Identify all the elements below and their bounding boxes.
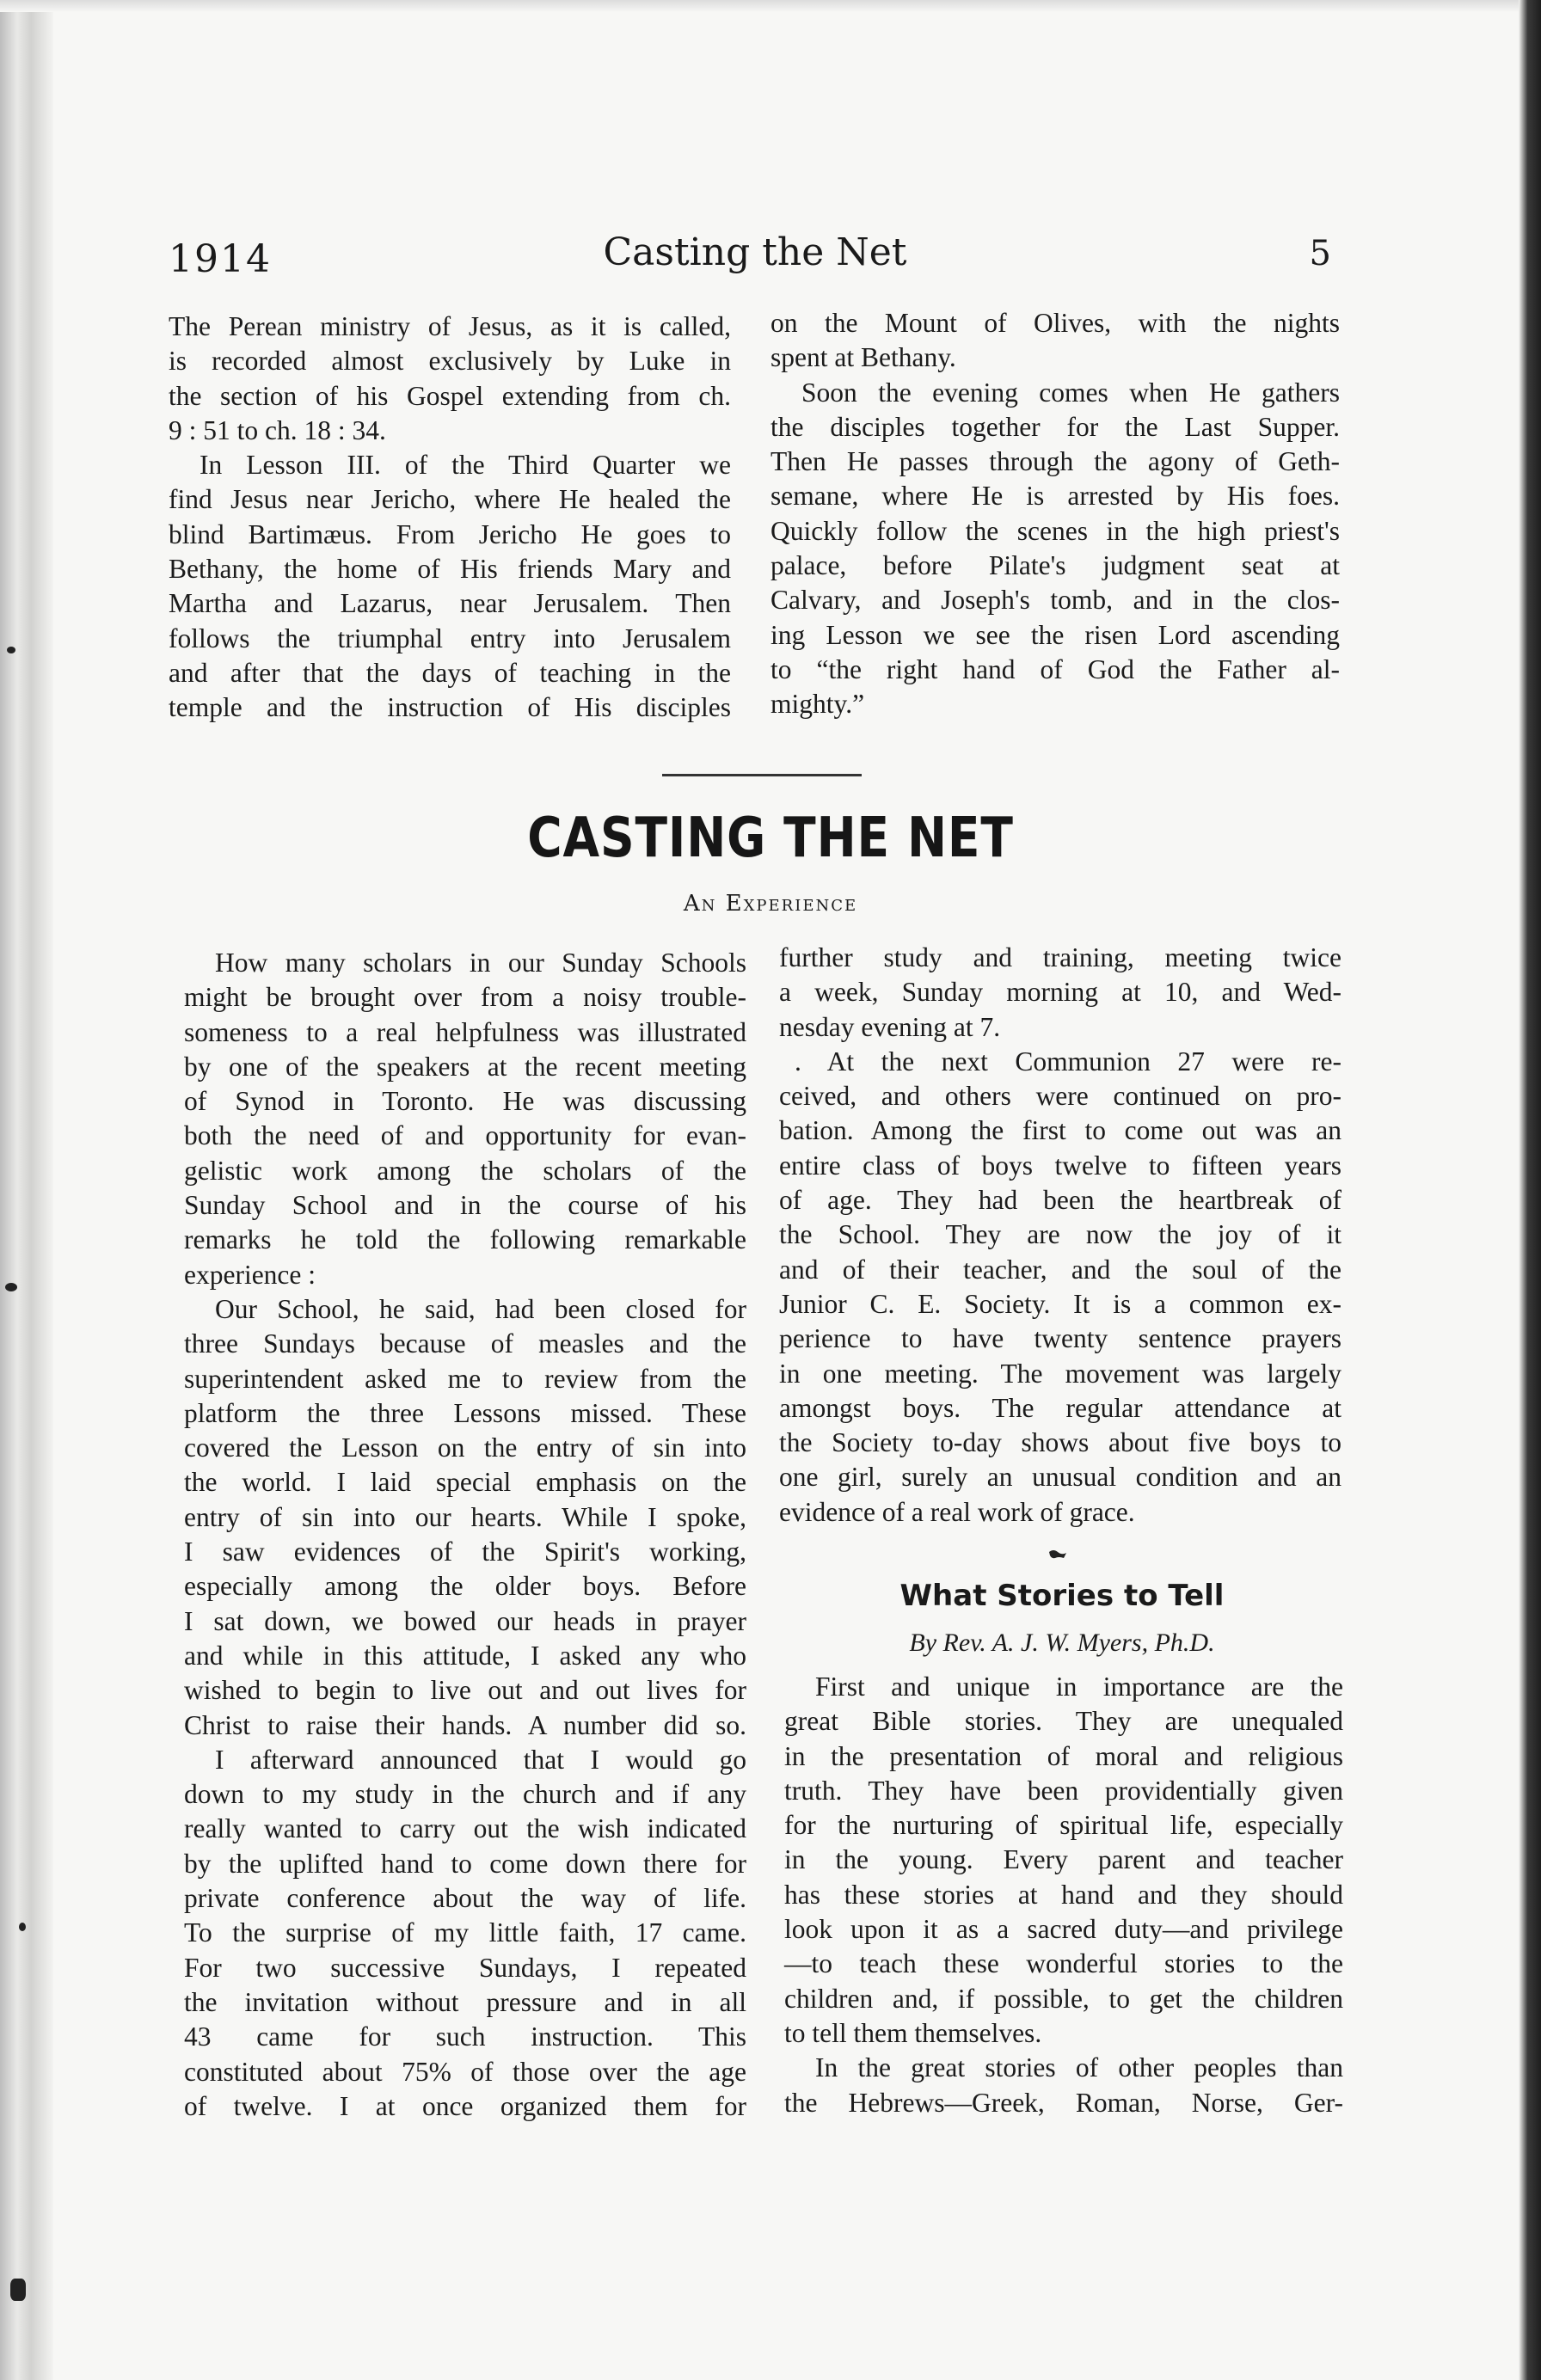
text-line: for the nurturing of spiritual life, especially: [784, 1810, 1343, 1841]
text-line: the Hebrews—Greek, Roman, Norse, Ger-: [784, 2087, 1343, 2118]
article-right-column: [779, 941, 1341, 1530]
binding-shadow: [0, 0, 53, 2380]
text-line: evidence of a real work of grace.: [779, 1496, 1135, 1527]
text-line: In Lesson III. of the Third Quarter we: [200, 450, 731, 481]
text-line: entire class of boys twelve to fifteen years: [779, 1150, 1341, 1181]
header-title: Casting the Net: [603, 230, 907, 274]
text-line: look upon it as a sacred duty—and privilege: [784, 1914, 1343, 1945]
text-line: experience :: [184, 1259, 316, 1290]
text-line: by one of the speakers at the recent meeting: [184, 1051, 746, 1082]
text-line: spent at Bethany.: [770, 342, 956, 373]
text-line: Then He passes through the agony of Geth-: [770, 446, 1340, 477]
text-line: amongst boys. The regular attendance at: [779, 1392, 1341, 1423]
top-right-column: [770, 306, 1340, 722]
text-line: ceived, and others were continued on pro-: [779, 1081, 1341, 1112]
text-line: the School. They are now the joy of it: [779, 1219, 1341, 1250]
text-line: great Bible stories. They are unequaled: [784, 1706, 1343, 1737]
text-line: of age. They had been the heartbreak of: [779, 1185, 1341, 1216]
running-header: [169, 230, 1341, 291]
text-line: In the great stories of other peoples than: [815, 2052, 1343, 2083]
text-line: really wanted to carry out the wish indicated: [184, 1813, 746, 1844]
text-line: temple and the instruction of His disciples: [169, 692, 731, 723]
text-line: and while in this attitude, I asked any who: [184, 1640, 746, 1671]
text-line: both the need of and opportunity for evan-: [184, 1120, 746, 1151]
top-left-column: [169, 310, 731, 726]
text-line: perience to have twenty sentence prayers: [779, 1323, 1341, 1354]
text-line: 43 came for such instruction. This: [184, 2021, 746, 2052]
text-line: might be brought over from a noisy trouble-: [184, 982, 746, 1013]
text-line: three Sundays because of measles and the: [184, 1328, 746, 1359]
scan-speck: [5, 1283, 17, 1291]
text-line: the Society to-day shows about five boys to: [779, 1427, 1341, 1458]
text-line: I afterward announced that I would go: [215, 1744, 746, 1775]
text-line: private conference about the way of life.: [184, 1883, 746, 1914]
text-line: The Perean ministry of Jesus, as it is called,: [169, 311, 731, 341]
scan-speck: [7, 647, 15, 653]
text-line: Our School, he said, had been closed for: [215, 1293, 746, 1324]
text-line: and of their teacher, and the soul of the: [779, 1254, 1341, 1285]
text-line: Martha and Lazarus, near Jerusalem. Then: [169, 588, 731, 619]
text-line: How many scholars in our Sunday Schools: [215, 948, 746, 978]
section-divider: [662, 774, 862, 776]
top-page-edge: [0, 0, 1541, 12]
text-line: wished to begin to live out and out lives for: [184, 1675, 746, 1706]
text-line: —to teach these wonderful stories to the: [784, 1948, 1343, 1979]
text-line: constituted about 75% of those over the age: [184, 2056, 746, 2087]
text-line: nesday evening at 7.: [779, 1011, 1001, 1042]
text-line: Bethany, the home of His friends Mary and: [169, 554, 731, 585]
text-line: a week, Sunday morning at 10, and Wed-: [779, 977, 1341, 1008]
header-year: 1914: [169, 237, 272, 281]
text-line: in one meeting. The movement was largely: [779, 1358, 1341, 1389]
text-line: Quickly follow the scenes in the high priest's: [770, 515, 1340, 546]
text-line: the section of his Gospel extending from ch.: [169, 380, 731, 411]
text-line: to tell them themselves.: [784, 2017, 1042, 2048]
text-line: remarks he told the following remarkable: [184, 1224, 746, 1255]
text-line: especially among the older boys. Before: [184, 1571, 746, 1602]
text-line: Christ to raise their hands. A number did so.: [184, 1709, 746, 1740]
text-line: by the uplifted hand to come down there for: [184, 1848, 746, 1879]
text-line: For two successive Sundays, I repeated: [184, 1952, 746, 1983]
article-left-column: [184, 946, 746, 2124]
text-line: down to my study in the church and if any: [184, 1779, 746, 1810]
text-line: of Synod in Toronto. He was discussing: [184, 1086, 746, 1117]
text-line: I saw evidences of the Spirit's working,: [184, 1537, 746, 1567]
text-line: Calvary, and Joseph's tomb, and in the clos-: [770, 585, 1340, 616]
text-line: mighty.”: [770, 689, 865, 720]
text-line: gelistic work among the scholars of the: [184, 1155, 746, 1186]
text-line: entry of sin into our hearts. While I spoke,: [184, 1501, 746, 1532]
text-line: Junior C. E. Society. It is a common ex-: [779, 1288, 1341, 1319]
text-line: follows the triumphal entry into Jerusalem: [169, 623, 731, 653]
text-line: truth. They have been providentially given: [784, 1775, 1343, 1806]
scan-speck: [19, 1923, 26, 1931]
text-line: find Jesus near Jericho, where He healed the: [169, 484, 731, 515]
text-line: I sat down, we bowed our heads in prayer: [184, 1605, 746, 1636]
text-line: the world. I laid special emphasis on the: [184, 1467, 746, 1498]
text-line: superintendent asked me to review from the: [184, 1363, 746, 1394]
fleuron-icon: [1048, 1548, 1067, 1560]
text-line: of twelve. I at once organized them for: [184, 2090, 746, 2121]
text-line: to “the right hand of God the Father al-: [770, 653, 1340, 684]
text-line: ing Lesson we see the risen Lord ascending: [770, 619, 1340, 650]
text-line: is recorded almost exclusively by Luke in: [169, 346, 731, 377]
section-byline: By Rev. A. J. W. Myers, Ph.D.: [909, 1629, 1215, 1657]
text-line: further study and training, meeting twice: [779, 942, 1341, 972]
text-line: Sunday School and in the course of his: [184, 1190, 746, 1221]
text-line: and after that the days of teaching in the: [169, 657, 731, 688]
text-line: semane, where He is arrested by His foes.: [770, 481, 1340, 512]
text-line: . At the next Communion 27 were re-: [795, 1046, 1341, 1077]
text-line: on the Mount of Olives, with the nights: [770, 308, 1340, 338]
text-line: in the presentation of moral and religious: [784, 1740, 1343, 1771]
text-line: 9 : 51 to ch. 18 : 34.: [169, 414, 386, 445]
scan-speck: [10, 2279, 26, 2301]
text-line: bation. Among the first to come out was an: [779, 1115, 1341, 1146]
text-line: palace, before Pilate's judgment seat at: [770, 550, 1340, 581]
text-line: First and unique in importance are the: [815, 1672, 1343, 1702]
text-line: the disciples together for the Last Supper.: [770, 411, 1340, 442]
text-line: platform the three Lessons missed. These: [184, 1397, 746, 1428]
text-line: To the surprise of my little faith, 17 came.: [184, 1917, 746, 1948]
text-line: covered the Lesson on the entry of sin into: [184, 1432, 746, 1463]
right-page-edge: [1519, 0, 1541, 2380]
text-line: Soon the evening comes when He gathers: [801, 377, 1340, 408]
article-title: CASTING THE NET: [527, 807, 1014, 870]
text-line: one girl, surely an unusual condition and an: [779, 1462, 1341, 1493]
section-column: [784, 1670, 1343, 2120]
text-line: the invitation without pressure and in all: [184, 1986, 746, 2017]
text-line: in the young. Every parent and teacher: [784, 1844, 1343, 1875]
text-line: someness to a real helpfulness was illustrated: [184, 1016, 746, 1047]
article-subtitle: An Experience: [683, 891, 858, 917]
text-line: has these stories at hand and they should: [784, 1879, 1343, 1910]
text-line: children and, if possible, to get the children: [784, 1983, 1343, 2014]
text-line: blind Bartimæus. From Jericho He goes to: [169, 518, 731, 549]
page-number: 5: [1309, 234, 1331, 273]
section-title: What Stories to Tell: [899, 1579, 1225, 1613]
